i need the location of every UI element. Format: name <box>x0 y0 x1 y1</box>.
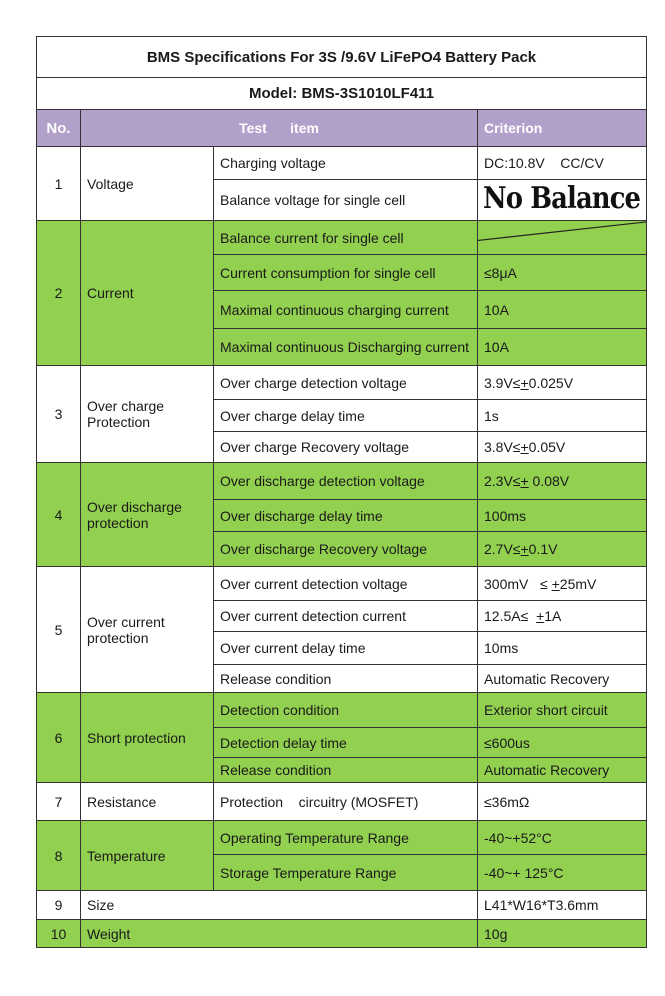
test-item: Maximal continuous Discharging current <box>214 329 478 366</box>
criterion-value: Automatic Recovery <box>478 665 647 693</box>
no-balance-label: No Balance <box>483 181 641 216</box>
category-label: Voltage <box>81 147 214 221</box>
criterion-value <box>478 180 647 221</box>
header-criterion: Criterion <box>478 110 647 147</box>
category-label: Over discharge protection <box>81 463 214 567</box>
test-item: Charging voltage <box>214 147 478 180</box>
test-item: Over discharge delay time <box>214 500 478 532</box>
bms-spec-table <box>36 36 647 948</box>
criterion-value: 12.5A≤ +1A <box>478 601 647 632</box>
header-no: No. <box>37 110 81 147</box>
criterion-value: 300mV ≤ +25mV <box>478 567 647 601</box>
test-item: Maximal continuous charging current <box>214 291 478 329</box>
criterion-value: 1s <box>478 400 647 432</box>
test-item: Protection circuitry (MOSFET) <box>214 783 478 821</box>
diagonal-slash <box>478 221 646 254</box>
test-item: Release condition <box>214 758 478 783</box>
criterion-value: 100ms <box>478 500 647 532</box>
criterion-value: 3.9V≤+0.025V <box>478 366 647 400</box>
test-item: Over current detection current <box>214 601 478 632</box>
category-label: Over charge Protection <box>81 366 214 463</box>
model-label: Model: BMS-3S1010LF411 <box>37 78 647 110</box>
category-label: Size <box>81 891 478 920</box>
test-item: Over charge detection voltage <box>214 366 478 400</box>
test-item: Current consumption for single cell <box>214 255 478 291</box>
criterion-value: Exterior short circuit <box>478 693 647 728</box>
criterion-value: Automatic Recovery <box>478 758 647 783</box>
test-item: Storage Temperature Range <box>214 855 478 891</box>
test-item: Over charge Recovery voltage <box>214 432 478 463</box>
criterion-value: ≤600us <box>478 728 647 758</box>
criterion-value: ≤36mΩ <box>478 783 647 821</box>
test-item: Balance voltage for single cell <box>214 180 478 221</box>
criterion-value: -40~+ 125°C <box>478 855 647 891</box>
category-label: Resistance <box>81 783 214 821</box>
category-label: Short protection <box>81 693 214 783</box>
criterion-value: 2.3V≤+ 0.08V <box>478 463 647 500</box>
category-label: Current <box>81 221 214 366</box>
criterion-value: L41*W16*T3.6mm <box>478 891 647 920</box>
criterion-value: ≤8μA <box>478 255 647 291</box>
test-item: Over discharge detection voltage <box>214 463 478 500</box>
criterion-value: 2.7V≤+0.1V <box>478 532 647 567</box>
test-item: Over charge delay time <box>214 400 478 432</box>
criterion-value: 10ms <box>478 632 647 665</box>
table-title: BMS Specifications For 3S /9.6V LiFePO4 Battery Pack <box>37 37 647 78</box>
row-no: 8 <box>37 821 81 891</box>
row-no: 4 <box>37 463 81 567</box>
criterion-value: 10g <box>478 920 647 948</box>
category-label: Weight <box>81 920 478 948</box>
row-no: 7 <box>37 783 81 821</box>
row-no: 9 <box>37 891 81 920</box>
criterion-value <box>478 221 647 255</box>
test-item: Detection condition <box>214 693 478 728</box>
test-item: Over current detection voltage <box>214 567 478 601</box>
row-no: 1 <box>37 147 81 221</box>
test-item: Release condition <box>214 665 478 693</box>
category-label: Temperature <box>81 821 214 891</box>
criterion-value: 3.8V≤+0.05V <box>478 432 647 463</box>
row-no: 2 <box>37 221 81 366</box>
test-item: Balance current for single cell <box>214 221 478 255</box>
criterion-value: 10A <box>478 329 647 366</box>
row-no: 3 <box>37 366 81 463</box>
category-label: Over current protection <box>81 567 214 693</box>
header-test-item: Test item <box>81 110 478 147</box>
criterion-value: DC:10.8V CC/CV <box>478 147 647 180</box>
test-item: Over discharge Recovery voltage <box>214 532 478 567</box>
row-no: 6 <box>37 693 81 783</box>
test-item: Operating Temperature Range <box>214 821 478 855</box>
criterion-value: -40~+52°C <box>478 821 647 855</box>
row-no: 5 <box>37 567 81 693</box>
criterion-value: 10A <box>478 291 647 329</box>
row-no: 10 <box>37 920 81 948</box>
test-item: Over current delay time <box>214 632 478 665</box>
test-item: Detection delay time <box>214 728 478 758</box>
